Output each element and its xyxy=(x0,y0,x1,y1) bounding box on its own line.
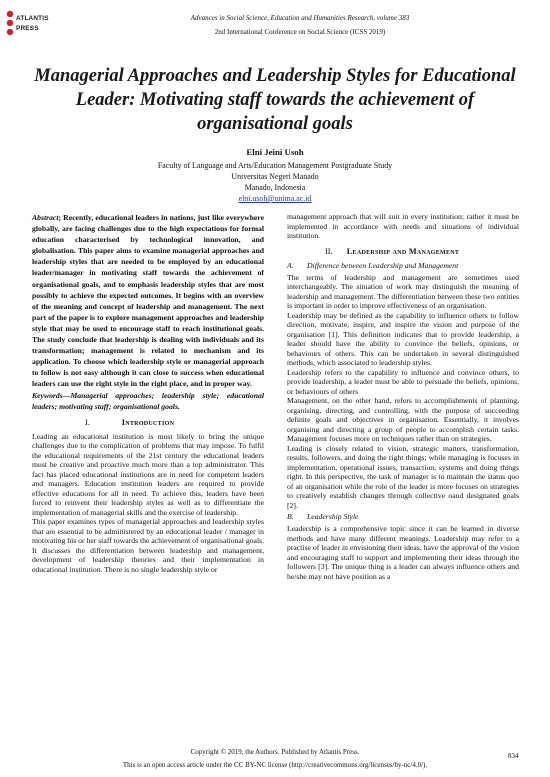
subsection-label: B. xyxy=(287,512,294,521)
section-heading-leadership-management xyxy=(287,247,519,256)
subsection-heading-a xyxy=(287,261,519,271)
section2-paragraph-1: The terms of leadership and management are sometimes used interchangeably. The situation of work may distinguish the meaning of leadership and management. The differentiation between these two entities is important in order to improve effectiveness of an organisation. xyxy=(287,272,519,310)
intro-paragraph-2: This paper examines types of managerial approaches and leadership styles that are essential to be administered by an educational leader / manager in motivating his or her staff towards the achievement of organisational goals. It discusses the differentiation between leadership and management, development of leadership theories and their implementation in educational institution. There is no single leadership style or xyxy=(32,517,264,574)
keywords: Keywords—Managerial approaches; leadership style; educational leaders; motivating staff; organisational goals. xyxy=(32,390,264,411)
abstract-text: ; Recently, educational leaders in nations, just like everywhere globally, are facing challenges due to the high expectations for formal education characterised by technological innovation, and globalisation. This paper aims to examine managerial approaches and leadership styles that are needed to be employed by an educational leader/manager in motivating staff towards the achievement of organisational goals, and to emphasis leadership styles that are most possibly to achieve the expected outcomes. It begins with an overview of the meaning and concept of leadership and management. The next part of the paper is to explore management approaches and leadership style that may be used to encourage staff to reach institutional goals. The study conclude that leadership is dealing with individuals and its transformation; management is related to mechanism and its application. To choose which leadership style or managerial approach to follow is not easy although it can close to success when educational leaders can use the right style in the right place, and in proper way. xyxy=(32,213,264,389)
footer-copyright: Copyright © 2019, the Authors. Published by Atlantis Press. xyxy=(190,748,360,756)
abstract xyxy=(32,212,264,390)
author-email-link[interactable]: elni.usoh@unima.ac.id xyxy=(238,194,312,203)
publisher-logo xyxy=(4,8,54,38)
abstract-label: Abstract xyxy=(32,213,59,222)
page-number: 834 xyxy=(508,752,519,760)
subsection-title: Difference between Leadership and Management xyxy=(307,260,459,270)
section-title: Leadership and Management xyxy=(346,246,460,256)
paper-title: Managerial Approaches and Leadership Styles for Educational Leader: Motivating staff towards the achievement of organisational goals xyxy=(34,66,516,134)
section-heading-introduction xyxy=(32,418,264,427)
section-title: Introduction xyxy=(121,417,175,427)
section2-paragraph-2: Leadership may be defined as the capability to influence others to follow direction, motivate, inspire, and inspire the vision and purpose of the organisation [1]. This definition indicates that to provide leadership, a leader should have the ability to convince the beliefs, opinions, or behaviours of others. This can be undertaken in several distinguished methods, which associated to leadership styles. xyxy=(287,310,519,367)
section2-paragraph-5: Leading is closely related to vision, strategic matters, transformation, results, followers, and doing the right things; while managing is focuses in implementation, operational issues, transaction, systems and doing things right. In this perspective, the task of manager is to maintain the status quo of an organisation while the role of the leader is more focuses on strategies to creatively establish changes through collective oand designated goals [2]. xyxy=(287,443,519,510)
subsection-title: Leadership Style xyxy=(307,512,359,521)
conference-header: 2nd International Conference on Social Science (ICSS 2019) xyxy=(214,28,386,36)
left-column xyxy=(32,212,264,574)
author-location: Manado, Indonesia xyxy=(244,183,306,192)
footer-license: This is an open access article under the CC BY-NC license (http://creativecommons.org/licenses/by-nc/4.0/). xyxy=(122,761,428,769)
author-affiliation: Faculty of Language and Arts/Education Management Postgraduate Study xyxy=(157,161,393,170)
publisher-name-line1: ATLANTIS xyxy=(16,15,49,22)
subsection-label: A. xyxy=(287,260,294,270)
journal-header: Advances in Social Science, Education and Humanities Research, volume 383 xyxy=(190,14,410,22)
section2b-paragraph-1: Leadership is a comprehensive topic since it can be learned in diverse methods and have many different meanings. Leadership may refer to a practise of leader in envisioning their ideas, have the approval of the vision and encouraging staff to support and implementing their ideas through the followers [3]. The unique thing is a leader can always influence others and he/she may not have position as a xyxy=(287,524,519,581)
author-name: Elni Jeini Usoh xyxy=(246,147,304,157)
intro-paragraph-1: Leading an educational institution is most likely to bring the unique challenges due to the complication of problems that may impose. To fulfil the educational requirements of the 21st century the educational leaders must be creative and proactive much more than a top administrator. This fact has placed educational institutions are in need for competent leaders and managers. Education institution leaders are required to provide effective educations for all in need. To achieve this, leaders have been forced to reinvent their leadership styles as well as to differentiate the implementation of managerial skills and the exercise of leadership. xyxy=(32,431,264,517)
section2-paragraph-3: Leadership refers to the capability to influence and convince others, to provide leadership, a leader must be able to persuade the beliefs, opinions, or behaviours of others xyxy=(287,367,519,396)
intro-continuation: management approach that will suit in every institution; rather it must be implemented in accordance with needs and situations of individual institution. xyxy=(287,212,519,240)
section-number: II. xyxy=(325,246,333,256)
right-column xyxy=(287,212,519,581)
publisher-name-line2: PRESS xyxy=(16,25,39,32)
author-university: Universitas Negeri Manado xyxy=(231,172,319,181)
section2-paragraph-4: Management, on the other hand, refers to accomplishments of planning, organising, directing, and controlling, with the purpose of succeeding definite goals and objectives in organisation. Essentially, it involves organising and directing a group of people to accomplish certain tasks. Management focuses more on techniques rather than on strategies. xyxy=(287,396,519,443)
section-number: I. xyxy=(85,417,90,427)
subsection-heading-b xyxy=(287,512,519,522)
author-email-line xyxy=(0,193,550,204)
